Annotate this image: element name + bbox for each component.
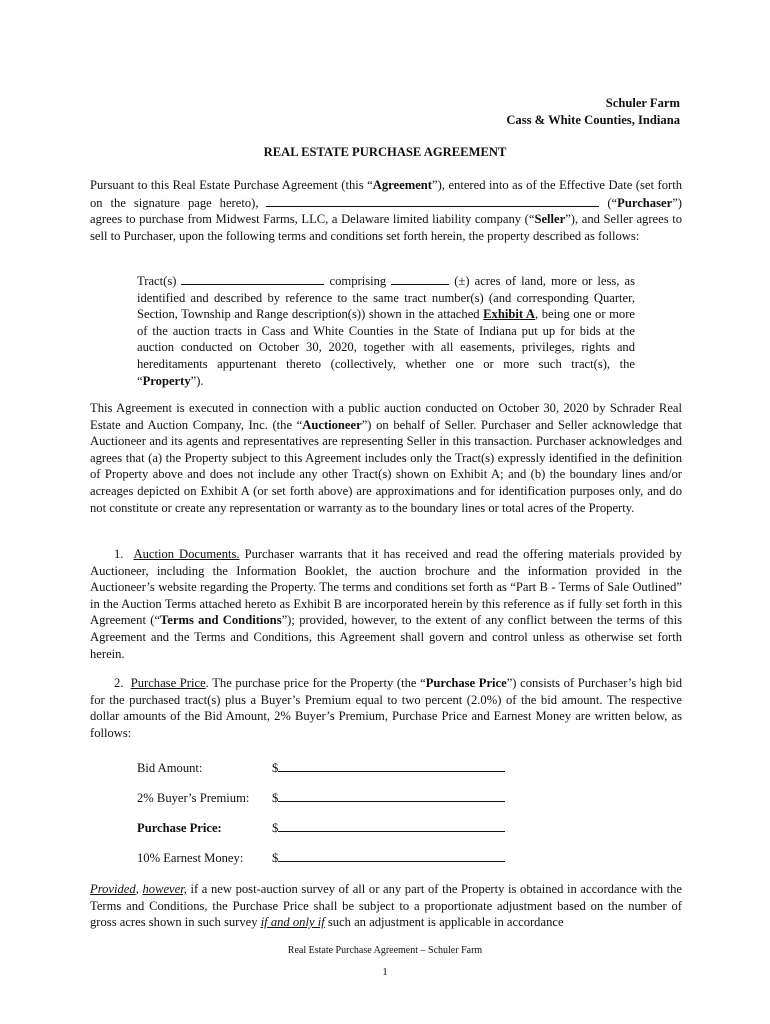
property-term: Property [142, 373, 191, 388]
proviso-text-1: if a new post-auction survey of all or any part of the Property is obtained in accordance with the Terms and Conditions, the Purchase Price shall be subject to a proportionate adjustment based on the number of gross acres shown in such survey [90, 882, 683, 930]
intro-text-5: ”), and Seller agrees to sell to Purchaser, upon the following terms and conditions set forth herein, the property described as follows: [90, 212, 682, 243]
purchase-price-blank[interactable] [278, 819, 505, 832]
auctioneer-term: Auctioneer [302, 417, 362, 432]
property-text-2: comprising [329, 274, 387, 288]
proviso-provided: Provided [90, 882, 136, 896]
earnest-money-label: 10% Earnest Money: [137, 851, 244, 865]
page-footer: Real Estate Purchase Agreement – Schuler Farm [287, 945, 483, 956]
purchaser-term: Purchaser [617, 195, 673, 210]
property-text-5: ”). [190, 373, 204, 388]
buyers-premium-row [137, 789, 517, 807]
intro-text-3: (“ [607, 195, 618, 210]
proviso-however: however, [142, 882, 187, 896]
terms-and-conditions-term: Terms and Conditions [160, 613, 282, 628]
auction-paragraph [90, 400, 682, 516]
section-2-purchase-price [90, 675, 682, 741]
proviso-if-and-only-if: if and only if [260, 915, 325, 930]
property-text-4: , being one or more of the auction tracts in Cass and White Counties in the State of Indiana put up for bids at the auction conducted on October 30, 2020, together with all easements, privileges, rights and hereditaments appurtenant thereto (collectively, whether one or more such tract(s), the “ [137, 307, 635, 388]
document-title: REAL ESTATE PURCHASE AGREEMENT [263, 145, 507, 159]
property-text-3: (±) acres of land, more or less, as identified and described by reference to the same tract number(s) (and corresponding Quarter, Section, Township and Range description(s)) shown in the attached [137, 274, 635, 322]
section-2-number: 2. [114, 676, 124, 690]
tract-number-blank[interactable] [181, 272, 324, 285]
bid-amount-label: Bid Amount: [137, 761, 203, 775]
bid-amount-blank[interactable] [278, 759, 505, 772]
intro-text-4: ”) agrees to purchase from Midwest Farms, LLC, a Delaware limited liability company (“ [90, 195, 682, 227]
earnest-money-blank[interactable] [278, 849, 505, 862]
buyers-premium-label: 2% Buyer’s Premium: [137, 791, 250, 805]
section-2-text-1: . The purchase price for the Property (the “ [205, 676, 426, 690]
acreage-blank[interactable] [391, 272, 449, 285]
proviso-comma: , [135, 882, 143, 896]
purchase-price-label: Purchase Price: [137, 821, 222, 835]
exhibit-a-reference: Exhibit A [483, 307, 536, 322]
agreement-term: Agreement [372, 178, 432, 192]
section-1-auction-documents [90, 546, 682, 662]
buyers-premium-blank[interactable] [278, 789, 505, 802]
section-1-heading: Auction Documents. [133, 547, 240, 561]
property-text-1: Tract(s) [137, 274, 177, 288]
section-1-text-1: Purchaser warrants that it has received and read the offering materials provided by Auctioneer, including the Information Booklet, the auction brochure and the information provided in the Auctioneer’s website regarding the Property. The terms and conditions set forth as “Part B - Terms of Sale Outlined” in the Auction Terms attached hereto as Exhibit B are incorporated herein by this reference as if fully set forth in this Agreement (“ [90, 547, 683, 628]
intro-paragraph [90, 177, 682, 244]
purchase-price-row [137, 819, 517, 837]
intro-text-1: Pursuant to this Real Estate Purchase Agreement (this “ [90, 178, 373, 192]
page-number: 1 [382, 966, 388, 978]
bid-amount-row [137, 759, 517, 777]
purchaser-name-blank[interactable] [266, 194, 599, 207]
buyers-premium-currency: $ [272, 791, 279, 805]
section-2-text-2: ”) consists of Purchaser’s high bid for the purchased tract(s) plus a Buyer’s Premium equal to two percent (2.0%) of the bid amount. The respective dollar amounts of the Bid Amount, 2% Buyer’s Premium, Purchase Price and Earnest Money are written below, as follows: [90, 676, 682, 740]
header-farm-name: Schuler Farm [605, 96, 680, 110]
section-1-text-2: ”); provided, however, to the extent of any conflict between the terms of this Agreement and the Terms and Conditions, this Agreement shall govern and control unless as otherwise set forth herein. [90, 613, 682, 661]
proviso-paragraph [90, 881, 682, 931]
purchase-price-term: Purchase Price [425, 676, 507, 690]
auction-text-1: This Agreement is executed in connection with a public auction conducted on October 30, 2020 by Schrader Real Estate and Auction Company, Inc. (the “ [90, 401, 682, 432]
earnest-money-currency: $ [272, 851, 279, 865]
bid-amount-currency: $ [272, 761, 279, 775]
seller-term: Seller [534, 212, 566, 227]
earnest-money-row [137, 849, 517, 867]
purchase-price-currency: $ [272, 821, 279, 835]
auction-text-2: ”) on behalf of Seller. Purchaser and Seller acknowledge that Auctioneer and its agents and representatives are representing Seller in this transaction. Purchaser acknowledges and agrees that (a) the Property subject to this Agreement includes only the Tract(s) expressly identified in the definition of Property above and does not include any other Tract(s) shown on Exhibit A; and (b) the boundary lines and/or acreages depicted on Exhibit A (or set forth above) are approximations and for identification purposes only, and do not constitute or create any representation or warranty as to the boundary lines or total acres of the Property. [90, 417, 682, 515]
property-description [137, 272, 635, 389]
proviso-text-2: such an adjustment is applicable in accordance [324, 915, 564, 930]
intro-text-2: ”), entered into as of the Effective Date (set forth on the signature page hereto), [90, 178, 682, 210]
section-2-heading: Purchase Price [130, 676, 206, 690]
header-location: Cass & White Counties, Indiana [506, 113, 680, 127]
section-1-number: 1. [114, 547, 124, 561]
